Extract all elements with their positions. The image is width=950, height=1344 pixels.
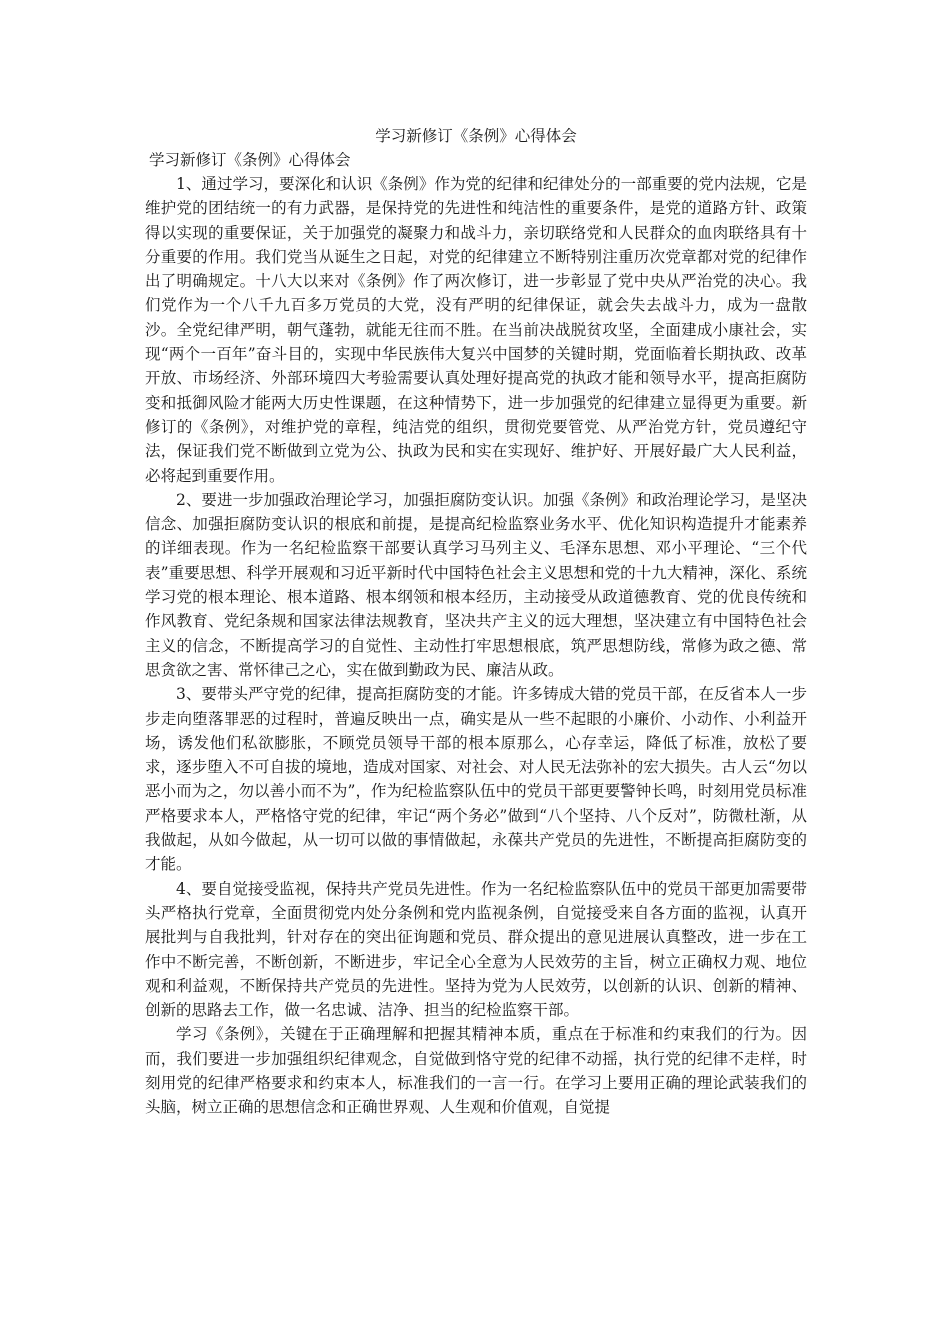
paragraph-2: 2、要进一步加强政治理论学习，加强拒腐防变认识。加强《条例》和政治理论学习，是坚决信念、加强拒腐防变认识的根底和前提，是提高纪检监察业务水平、优化知识构造提升才能素养的详细表现。作为一名纪检监察干部要认真学习马列主义、毛泽东思想、邓小平理论、“三个代表”重要思想、科学开展观和习近平新时代中国特色社会主义思想和党的十九大精神，深化、系统学习党的根本理论、根本道路、根本纲领和根本经历，主动接受从政道德教育、党的优良传统和作风教育、党纪条规和国家法律法规教育，坚决共产主义的远大理想，坚决建立有中国特色社会主义的信念，不断提高学习的自觉性、主动性打牢思想根底，筑严思想防线，常修为政之德、常思贪欲之害、常怀律己之心，实在做到勤政为民、廉洁从政。 (145, 490, 807, 679)
document-subtitle: 学习新修订《条例》心得体会 (149, 151, 351, 169)
document-title: 学习新修订《条例》心得体会 (375, 127, 577, 145)
document-page (145, 124, 807, 1120)
paragraph-4: 4、要自觉接受监视，保持共产党员先进性。作为一名纪检监察队伍中的党员干部更加需要带头严格执行党章，全面贯彻党内处分条例和党内监视条例，自觉接受来自各方面的监视，认真开展批判与自我批判，针对存在的突出征询题和党员、群众提出的意见进展认真整改，进一步在工作中不断完善，不断创新，不断进步，牢记全心全意为人民效劳的主旨，树立正确权力观、地位观和利益观，不断保持共产党员的先进性。坚持为党为人民效劳，以创新的认识、创新的精神、创新的思路去工作，做一名忠诚、洁净、担当的纪检监察干部。 (145, 879, 807, 1020)
paragraph-3: 3、要带头严守党的纪律，提高拒腐防变的才能。许多铸成大错的党员干部，在反省本人一步步走向堕落罪恶的过程时，普遍反映出一点，确实是从一些不起眼的小廉价、小动作、小利益开场，诱发他们私欲膨胀，不顾党员领导干部的根本原那么，心存幸运，降低了标准，放松了要求，逐步堕入不可自拔的境地，造成对国家、对社会、对人民无法弥补的宏大损失。古人云“勿以恶小而为之，勿以善小而不为”，作为纪检监察队伍中的党员干部更要警钟长鸣，时刻用党员标准严格要求本人，严格恪守党的纪律，牢记“两个务必”做到“八个坚持、八个反对”，防微杜渐，从我做起，从如今做起，从一切可以做的事情做起，永葆共产党员的先进性，不断提高拒腐防变的才能。 (145, 685, 807, 874)
paragraph-1: 1、通过学习，要深化和认识《条例》作为党的纪律和纪律处分的一部重要的党内法规，它是维护党的团结统一的有力武器，是保持党的先进性和纯洁性的重要条件，是党的道路方针、政策得以实现的重要保证，关于加强党的凝聚力和战斗力，亲切联络党和人民群众的血肉联络具有十分重要的作用。我们党当从诞生之日起，对党的纪律建立不断特别注重历次党章都对党的纪律作出了明确规定。十八大以来对《条例》作了两次修订，进一步彰显了党中央从严治党的决心。我们党作为一个八千九百多万党员的大党，没有严明的纪律保证，就会失去战斗力，成为一盘散沙。全党纪律严明，朝气蓬勃，就能无往而不胜。在当前决战脱贫攻坚，全面建成小康社会，实现“两个一百年”奋斗目的，实现中华民族伟大复兴中国梦的关键时期，党面临着长期执政、改革开放、市场经济、外部环境四大考验需要认真处理好提高党的执政才能和领导水平，提高拒腐防变和抵御风险才能两大历史性课题，在这种情势下，进一步加强党的纪律建立显得更为重要。新修订的《条例》，对维护党的章程，纯洁党的组织，贯彻党要管党、从严治党方针，党员遵纪守法，保证我们党不断做到立党为公、执政为民和实在实现好、维护好、开展好最广大人民利益，必将起到重要作用。 (145, 175, 807, 485)
paragraph-5: 学习《条例》，关键在于正确理解和把握其精神本质，重点在于标准和约束我们的行为。因而，我们要进一步加强组织纪律观念，自觉做到恪守党的纪律不动摇，执行党的纪律不走样，时刻用党的纪律严格要求和约束本人，标准我们的一言一行。在学习上要用正确的理论武装我们的头脑，树立正确的思想信念和正确世界观、人生观和价值观，自觉提 (145, 1025, 807, 1117)
